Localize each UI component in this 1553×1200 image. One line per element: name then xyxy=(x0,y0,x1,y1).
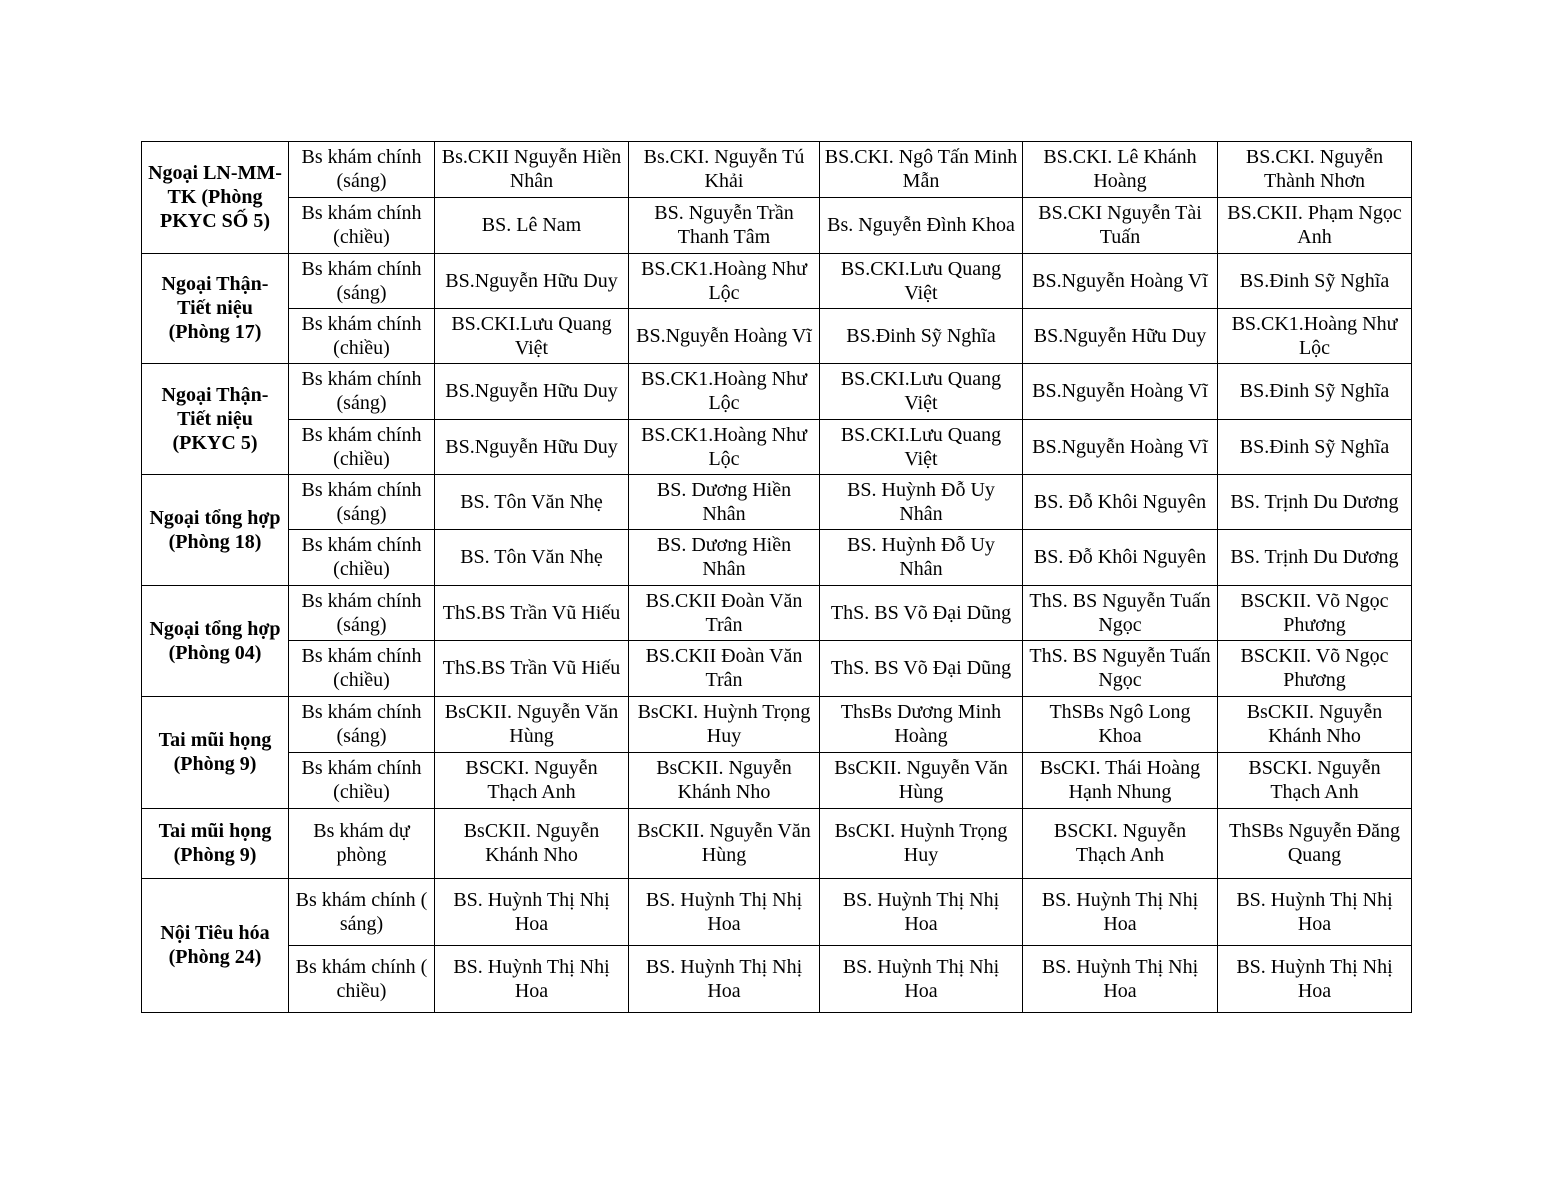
doctor-cell: BSCKII. Võ Ngọc Phương xyxy=(1218,586,1412,641)
doctor-cell: BS.Nguyễn Hoàng Vĩ xyxy=(1023,364,1218,420)
shift-cell: Bs khám chính (sáng) xyxy=(289,364,435,420)
doctor-cell: BsCKII. Nguyễn Văn Hùng xyxy=(629,809,820,879)
doctor-cell: BS.Nguyễn Hoàng Vĩ xyxy=(1023,254,1218,309)
doctor-cell: Bs.CKII Nguyễn Hiền Nhân xyxy=(435,142,629,198)
doctor-cell: BS. Lê Nam xyxy=(435,198,629,254)
doctor-cell: Bs. Nguyễn Đình Khoa xyxy=(820,198,1023,254)
doctor-cell: BS. Huỳnh Đỗ Uy Nhân xyxy=(820,475,1023,530)
doctor-cell: ThS. BS Nguyễn Tuấn Ngọc xyxy=(1023,586,1218,641)
doctor-cell: BS.CKII Đoàn Văn Trân xyxy=(629,586,820,641)
doctor-cell: BsCKI. Huỳnh Trọng Huy xyxy=(820,809,1023,879)
doctor-cell: BsCKII. Nguyễn Khánh Nho xyxy=(1218,697,1412,753)
doctor-cell: BS. Huỳnh Thị Nhị Hoa xyxy=(1023,879,1218,946)
table-row xyxy=(142,641,1412,697)
table-row xyxy=(142,946,1412,1013)
shift-cell: Bs khám chính (chiều) xyxy=(289,753,435,809)
shift-cell: Bs khám chính (sáng) xyxy=(289,475,435,530)
doctor-cell: BS.CKI Nguyễn Tài Tuấn xyxy=(1023,198,1218,254)
doctor-cell: ThsBs Dương Minh Hoàng xyxy=(820,697,1023,753)
department-cell: Ngoại tổng hợp (Phòng 04) xyxy=(142,586,289,697)
doctor-cell: BS. Huỳnh Thị Nhị Hoa xyxy=(820,879,1023,946)
doctor-cell: BS. Trịnh Du Dương xyxy=(1218,530,1412,586)
shift-cell: Bs khám chính (chiều) xyxy=(289,198,435,254)
doctor-cell: BS. Huỳnh Đỗ Uy Nhân xyxy=(820,530,1023,586)
table-row xyxy=(142,254,1412,309)
doctor-cell: BsCKII. Nguyễn Khánh Nho xyxy=(435,809,629,879)
doctor-cell: BS. Đỗ Khôi Nguyên xyxy=(1023,530,1218,586)
doctor-schedule-table xyxy=(141,141,1412,1013)
shift-cell: Bs khám chính (chiều) xyxy=(289,420,435,475)
table-row xyxy=(142,475,1412,530)
doctor-cell: ThS. BS Võ Đại Dũng xyxy=(820,586,1023,641)
table-row xyxy=(142,420,1412,475)
doctor-cell: BS. Huỳnh Thị Nhị Hoa xyxy=(435,879,629,946)
doctor-cell: BS.CK1.Hoàng Như Lộc xyxy=(1218,309,1412,364)
doctor-cell: BS. Dương Hiền Nhân xyxy=(629,530,820,586)
doctor-cell: BS. Tôn Văn Nhẹ xyxy=(435,475,629,530)
doctor-cell: BSCKI. Nguyễn Thạch Anh xyxy=(1218,753,1412,809)
doctor-cell: ThS.BS Trần Vũ Hiếu xyxy=(435,641,629,697)
doctor-cell: BsCKII. Nguyễn Văn Hùng xyxy=(820,753,1023,809)
doctor-cell: BS.CKI.Lưu Quang Việt xyxy=(820,364,1023,420)
doctor-cell: BS.CKI.Lưu Quang Việt xyxy=(820,420,1023,475)
doctor-cell: ThSBs Ngô Long Khoa xyxy=(1023,697,1218,753)
doctor-cell: BS. Huỳnh Thị Nhị Hoa xyxy=(1218,946,1412,1013)
doctor-cell: ThS. BS Nguyễn Tuấn Ngọc xyxy=(1023,641,1218,697)
doctor-cell: BsCKII. Nguyễn Văn Hùng xyxy=(435,697,629,753)
doctor-cell: BS.CK1.Hoàng Như Lộc xyxy=(629,254,820,309)
doctor-cell: BS.CKI. Ngô Tấn Minh Mẫn xyxy=(820,142,1023,198)
shift-cell: Bs khám chính (chiều) xyxy=(289,309,435,364)
shift-cell: Bs khám chính (sáng) xyxy=(289,142,435,198)
shift-cell: Bs khám chính (sáng) xyxy=(289,586,435,641)
doctor-cell: BS. Nguyễn Trần Thanh Tâm xyxy=(629,198,820,254)
table-row xyxy=(142,309,1412,364)
doctor-cell: BS.CK1.Hoàng Như Lộc xyxy=(629,364,820,420)
doctor-cell: BS.Nguyễn Hoàng Vĩ xyxy=(629,309,820,364)
doctor-cell: BS.Đinh Sỹ Nghĩa xyxy=(1218,420,1412,475)
table-row xyxy=(142,530,1412,586)
doctor-cell: BS.CKI. Lê Khánh Hoàng xyxy=(1023,142,1218,198)
table-row xyxy=(142,364,1412,420)
department-cell: Ngoại Thận-Tiết niệu (PKYC 5) xyxy=(142,364,289,475)
doctor-cell: BsCKI. Thái Hoàng Hạnh Nhung xyxy=(1023,753,1218,809)
doctor-cell: BS. Huỳnh Thị Nhị Hoa xyxy=(629,946,820,1013)
doctor-cell: BS.CKII. Phạm Ngọc Anh xyxy=(1218,198,1412,254)
department-cell: Ngoại tổng hợp (Phòng 18) xyxy=(142,475,289,586)
doctor-cell: BS.Nguyễn Hữu Duy xyxy=(1023,309,1218,364)
doctor-cell: BS.CKI. Nguyễn Thành Nhơn xyxy=(1218,142,1412,198)
doctor-cell: BS.Nguyễn Hữu Duy xyxy=(435,420,629,475)
shift-cell: Bs khám chính ( sáng) xyxy=(289,879,435,946)
doctor-cell: BS. Huỳnh Thị Nhị Hoa xyxy=(435,946,629,1013)
doctor-cell: BS. Trịnh Du Dương xyxy=(1218,475,1412,530)
department-cell: Ngoại Thận-Tiết niệu (Phòng 17) xyxy=(142,254,289,364)
doctor-cell: BSCKI. Nguyễn Thạch Anh xyxy=(1023,809,1218,879)
doctor-cell: BS.CKI.Lưu Quang Việt xyxy=(435,309,629,364)
department-cell: Tai mũi họng (Phòng 9) xyxy=(142,697,289,809)
doctor-cell: BS. Huỳnh Thị Nhị Hoa xyxy=(820,946,1023,1013)
doctor-cell: BsCKII. Nguyễn Khánh Nho xyxy=(629,753,820,809)
doctor-cell: BsCKI. Huỳnh Trọng Huy xyxy=(629,697,820,753)
doctor-cell: BS.Nguyễn Hữu Duy xyxy=(435,364,629,420)
shift-cell: Bs khám chính (chiều) xyxy=(289,530,435,586)
table-row xyxy=(142,142,1412,198)
shift-cell: Bs khám chính (sáng) xyxy=(289,254,435,309)
doctor-cell: BS. Dương Hiền Nhân xyxy=(629,475,820,530)
doctor-cell: ThS. BS Võ Đại Dũng xyxy=(820,641,1023,697)
doctor-cell: BSCKI. Nguyễn Thạch Anh xyxy=(435,753,629,809)
table-row xyxy=(142,753,1412,809)
doctor-cell: BS.Nguyễn Hoàng Vĩ xyxy=(1023,420,1218,475)
department-cell: Tai mũi họng (Phòng 9) xyxy=(142,809,289,879)
shift-cell: Bs khám chính ( chiều) xyxy=(289,946,435,1013)
doctor-cell: BS.CKII Đoàn Văn Trân xyxy=(629,641,820,697)
department-cell: Ngoại LN-MM- TK (Phòng PKYC SỐ 5) xyxy=(142,142,289,254)
doctor-cell: BS.Nguyễn Hữu Duy xyxy=(435,254,629,309)
table-row xyxy=(142,697,1412,753)
doctor-cell: Bs.CKI. Nguyễn Tú Khải xyxy=(629,142,820,198)
doctor-cell: BS.Đinh Sỹ Nghĩa xyxy=(1218,254,1412,309)
doctor-cell: BS. Huỳnh Thị Nhị Hoa xyxy=(1023,946,1218,1013)
shift-cell: Bs khám chính (chiều) xyxy=(289,641,435,697)
shift-cell: Bs khám dự phòng xyxy=(289,809,435,879)
doctor-cell: BS. Huỳnh Thị Nhị Hoa xyxy=(629,879,820,946)
doctor-cell: BS.CK1.Hoàng Như Lộc xyxy=(629,420,820,475)
department-cell: Nội Tiêu hóa (Phòng 24) xyxy=(142,879,289,1013)
doctor-cell: BS.CKI.Lưu Quang Việt xyxy=(820,254,1023,309)
doctor-cell: BS. Đỗ Khôi Nguyên xyxy=(1023,475,1218,530)
table-row xyxy=(142,879,1412,946)
table-row xyxy=(142,198,1412,254)
schedule-body xyxy=(142,142,1412,1013)
table-row xyxy=(142,809,1412,879)
doctor-cell: ThS.BS Trần Vũ Hiếu xyxy=(435,586,629,641)
doctor-cell: BS.Đinh Sỹ Nghĩa xyxy=(820,309,1023,364)
shift-cell: Bs khám chính (sáng) xyxy=(289,697,435,753)
doctor-cell: ThSBs Nguyễn Đăng Quang xyxy=(1218,809,1412,879)
table-row xyxy=(142,586,1412,641)
doctor-cell: BS.Đinh Sỹ Nghĩa xyxy=(1218,364,1412,420)
doctor-cell: BS. Huỳnh Thị Nhị Hoa xyxy=(1218,879,1412,946)
doctor-cell: BS. Tôn Văn Nhẹ xyxy=(435,530,629,586)
doctor-cell: BSCKII. Võ Ngọc Phương xyxy=(1218,641,1412,697)
